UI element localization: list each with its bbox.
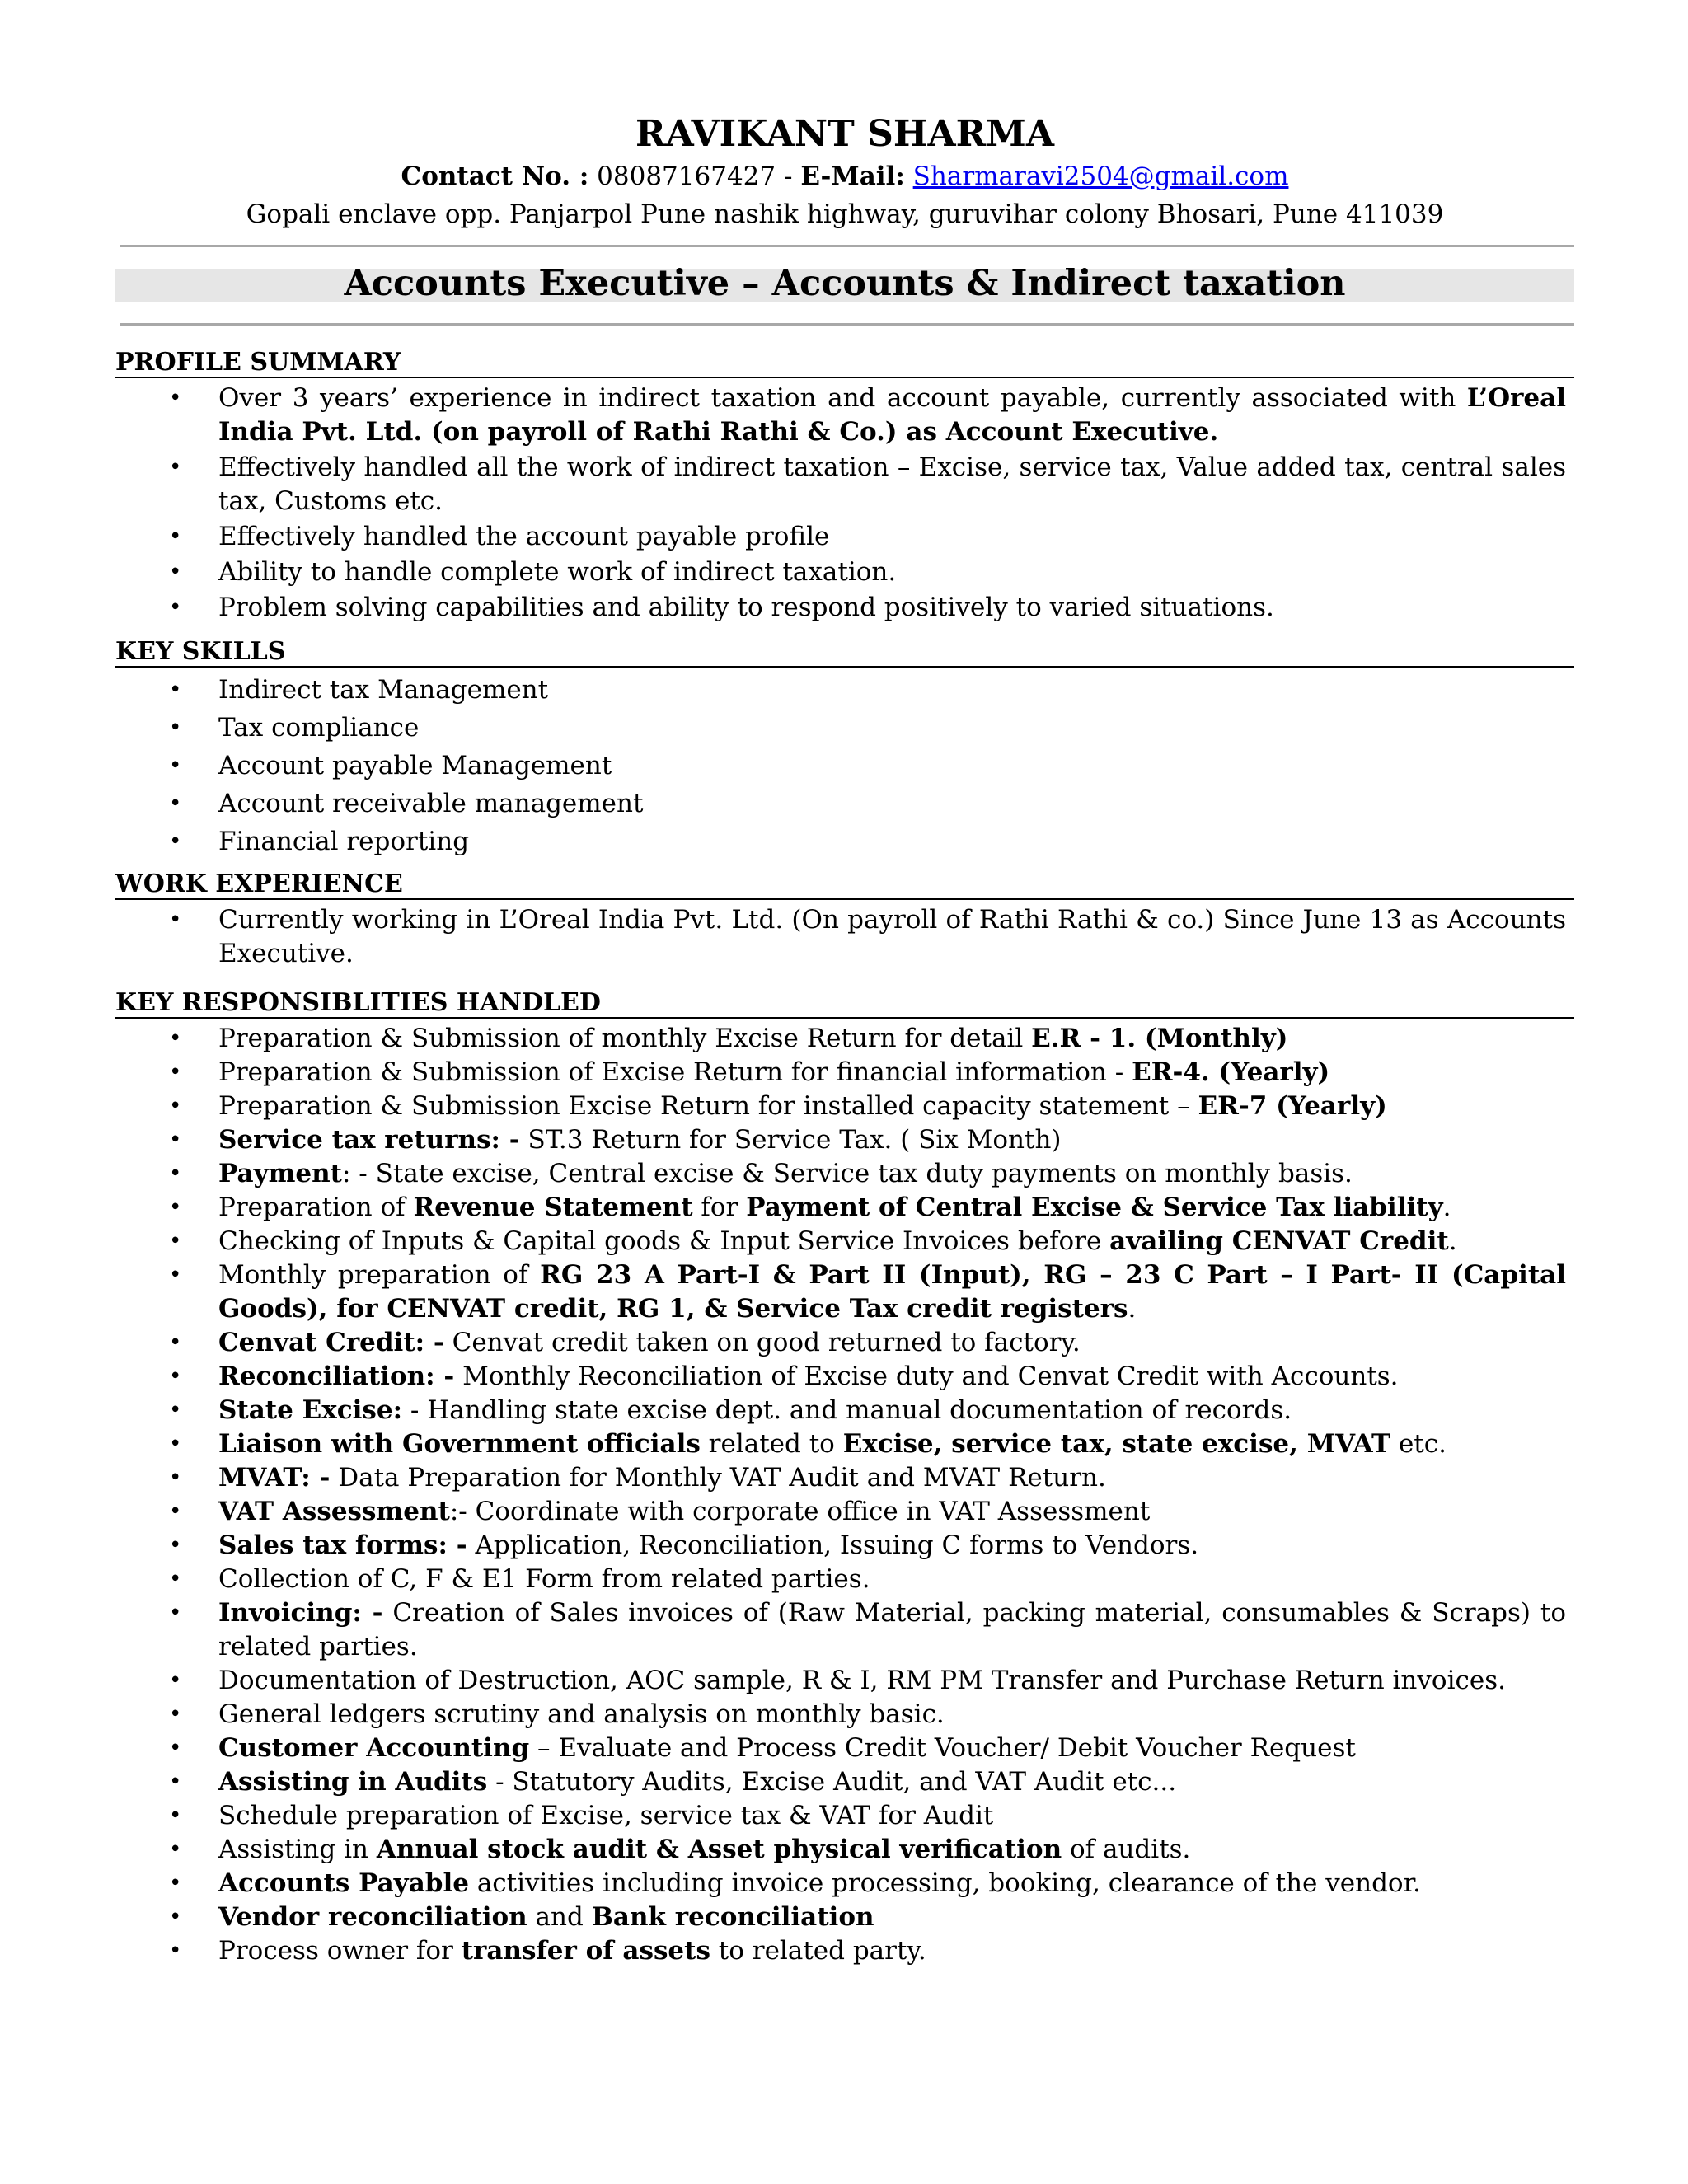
item-text: Financial reporting: [218, 827, 470, 856]
item-text-bold: Accounts Payable: [218, 1868, 469, 1898]
item-text: Assisting in: [218, 1835, 377, 1864]
list-item: [115, 747, 1574, 785]
bullet-icon: •: [169, 1094, 182, 1118]
list-item: [115, 1596, 1574, 1664]
item-text: of audits.: [1062, 1835, 1191, 1864]
bullet-icon: •: [169, 1499, 182, 1524]
item-text-bold: Bank reconciliation: [591, 1902, 874, 1932]
item-text-bold: State Excise:: [218, 1395, 403, 1425]
bullet-icon: •: [169, 560, 182, 584]
bullet-icon: •: [169, 1364, 182, 1389]
item-text: etc.: [1390, 1429, 1447, 1459]
item-text-bold: E.R - 1. (Monthly): [1031, 1024, 1288, 1053]
email-link[interactable]: Sharmaravi2504@gmail.com: [912, 162, 1289, 191]
divider-top: [120, 245, 1574, 247]
bullet-icon: •: [169, 1263, 182, 1287]
bullet-icon: •: [169, 1060, 182, 1085]
list-item: [115, 451, 1574, 518]
list-item: [115, 1326, 1574, 1360]
item-text: Creation of Sales invoices of (Raw Material, packing material, consumables & Scraps) to related parties.: [218, 1598, 1566, 1661]
bullet-icon: •: [169, 524, 182, 549]
bullet-icon: •: [169, 1026, 182, 1051]
bullet-icon: •: [169, 1127, 182, 1152]
list-item: [115, 1900, 1574, 1934]
item-text: Application, Reconciliation, Issuing C forms to Vendors.: [467, 1530, 1199, 1560]
list-item: [115, 1495, 1574, 1529]
bullet-icon: •: [169, 1229, 182, 1254]
item-text-bold: availing CENVAT Credit: [1109, 1226, 1449, 1256]
bullet-icon: •: [169, 1938, 182, 1963]
item-text: activities including invoice processing, booking, clearance of the vendor.: [468, 1868, 1421, 1898]
item-text-bold: Cenvat Credit: -: [218, 1328, 444, 1357]
bullet-icon: •: [169, 1736, 182, 1760]
item-text: .: [1442, 1193, 1451, 1222]
profile-summary-list: [115, 382, 1574, 625]
item-text: Preparation & Submission of Excise Return for financial information -: [218, 1057, 1132, 1087]
item-text: Monthly Reconciliation of Excise duty and Cenvat Credit with Accounts.: [454, 1361, 1399, 1391]
list-item: [115, 903, 1574, 971]
key-skills-heading: KEY SKILLS: [115, 638, 1574, 668]
item-text-bold: Reconciliation: -: [218, 1361, 455, 1391]
list-item: [115, 1461, 1574, 1495]
bullet-icon: •: [169, 1905, 182, 1929]
candidate-name: RAVIKANT SHARMA: [635, 113, 1054, 155]
list-item: [115, 1056, 1574, 1090]
list-item: [115, 823, 1574, 860]
bullet-icon: •: [169, 1837, 182, 1862]
list-item: [115, 1022, 1574, 1056]
list-item: [115, 1394, 1574, 1427]
profile-summary-heading: PROFILE SUMMARY: [115, 349, 1574, 378]
item-text: Account payable Management: [218, 751, 612, 780]
item-text-bold: MVAT: -: [218, 1463, 331, 1493]
list-item: [115, 591, 1574, 625]
item-text-bold: Vendor reconciliation: [218, 1902, 528, 1932]
item-text-bold: ER-4. (Yearly): [1132, 1057, 1330, 1087]
item-text: Effectively handled the account payable profile: [218, 522, 830, 551]
item-text-bold: Service tax returns: -: [218, 1125, 520, 1155]
item-text: Preparation & Submission Excise Return for installed capacity statement –: [218, 1091, 1198, 1121]
item-text: to related party.: [710, 1936, 926, 1966]
list-item: [115, 1123, 1574, 1157]
list-item: [115, 1698, 1574, 1732]
list-item: [115, 1157, 1574, 1191]
item-text-bold: Annual stock audit & Asset physical verification: [376, 1835, 1062, 1864]
item-text: Documentation of Destruction, AOC sample, R & I, RM PM Transfer and Purchase Return invoices.: [218, 1666, 1506, 1695]
list-item: [115, 1225, 1574, 1258]
item-text: – Evaluate and Process Credit Voucher/ Debit Voucher Request: [529, 1733, 1356, 1763]
item-text: Tax compliance: [218, 713, 420, 743]
bullet-icon: •: [169, 829, 182, 854]
bullet-icon: •: [169, 1601, 182, 1625]
contact-separator: -: [776, 162, 801, 191]
item-text-bold: Payment of Central Excise & Service Tax liability: [746, 1193, 1443, 1222]
item-text-bold: Customer Accounting: [218, 1733, 530, 1763]
list-item: [115, 1765, 1574, 1799]
list-item: [115, 1664, 1574, 1698]
contact-line: [115, 157, 1574, 195]
bullet-icon: •: [169, 753, 182, 778]
work-experience-heading: WORK EXPERIENCE: [115, 870, 1574, 900]
list-item: [115, 1529, 1574, 1563]
bullet-icon: •: [169, 1668, 182, 1693]
bullet-icon: •: [169, 677, 182, 702]
item-text-bold: RG 23 A Part-I & Part II (Input), RG – 23 C Part – I Part- II (Capital Goods), for CENVAT credit, RG 1, & Service Tax credit registers: [218, 1260, 1567, 1324]
list-item: [115, 1799, 1574, 1833]
item-text: and: [527, 1902, 592, 1932]
item-text-bold: Liaison with Government officials: [218, 1429, 701, 1459]
bullet-icon: •: [169, 595, 182, 620]
bullet-icon: •: [169, 386, 182, 410]
work-experience-list: [115, 903, 1574, 971]
list-item: [115, 555, 1574, 589]
item-text: Currently working in L’Oreal India Pvt. Ltd. (On payroll of Rathi Rathi & co.) Since June 13 as Accounts Executive.: [218, 905, 1566, 968]
item-text: Problem solving capabilities and ability to respond positively to varied situations.: [218, 593, 1274, 622]
item-text: Indirect tax Management: [218, 675, 549, 705]
item-text: Account receivable management: [218, 789, 644, 818]
item-text: Preparation & Submission of monthly Excise Return for detail: [218, 1024, 1032, 1053]
list-item: [115, 709, 1574, 747]
bullet-icon: •: [169, 907, 182, 932]
item-text: Effectively handled all the work of indirect taxation – Excise, service tax, Value added tax, central sales tax, Customs etc.: [218, 452, 1566, 516]
item-text: Over 3 years’ experience in indirect taxation and account payable, currently associated with: [218, 383, 1467, 413]
item-text: ST.3 Return for Service Tax. ( Six Month): [519, 1125, 1062, 1155]
item-text: .: [1128, 1294, 1137, 1324]
item-text: Preparation of: [218, 1193, 414, 1222]
list-item: [115, 1191, 1574, 1225]
bullet-icon: •: [169, 791, 182, 816]
list-item: [115, 1360, 1574, 1394]
list-item: [115, 1867, 1574, 1900]
item-text-bold: ER-7 (Yearly): [1198, 1091, 1387, 1121]
bullet-icon: •: [169, 1330, 182, 1355]
job-title-banner: [115, 263, 1574, 304]
responsibilities-heading: KEY RESPONSIBLITIES HANDLED: [115, 989, 1574, 1019]
list-item: [115, 382, 1574, 449]
bullet-icon: •: [169, 1465, 182, 1490]
item-text: - Statutory Audits, Excise Audit, and VAT Audit etc...: [487, 1767, 1177, 1797]
item-text: General ledgers scrutiny and analysis on monthly basic.: [218, 1699, 945, 1729]
bullet-icon: •: [169, 1161, 182, 1186]
key-skills-list: [115, 671, 1574, 860]
item-text: .: [1448, 1226, 1457, 1256]
item-text: Monthly preparation of: [218, 1260, 541, 1290]
bullet-icon: •: [169, 1398, 182, 1422]
divider-bottom: [120, 323, 1574, 326]
list-item: [115, 520, 1574, 554]
item-text: related to: [700, 1429, 843, 1459]
bullet-icon: •: [169, 715, 182, 740]
bullet-icon: •: [169, 455, 182, 480]
item-text-bold: L’Oreal India Pvt. Ltd. (on payroll of Rathi Rathi & Co.) as Account Executive.: [218, 383, 1566, 447]
item-text-bold: Sales tax forms: -: [218, 1530, 467, 1560]
list-item: [115, 1732, 1574, 1765]
responsibilities-list: [115, 1022, 1574, 1968]
list-item: [115, 1427, 1574, 1461]
bullet-icon: •: [169, 1871, 182, 1896]
item-text-bold: Payment: [218, 1159, 342, 1188]
contact-label: Contact No. :: [401, 162, 589, 191]
item-text: : - State excise, Central excise & Service tax duty payments on monthly basis.: [341, 1159, 1353, 1188]
item-text: Collection of C, F & E1 Form from related parties.: [218, 1564, 870, 1594]
list-item: [115, 1934, 1574, 1968]
item-text-bold: Assisting in Audits: [218, 1767, 488, 1797]
item-text: Data Preparation for Monthly VAT Audit and MVAT Return.: [330, 1463, 1106, 1493]
contact-number: 08087167427: [597, 162, 776, 191]
item-text: :- Coordinate with corporate office in VAT Assessment: [449, 1497, 1151, 1526]
list-item: [115, 671, 1574, 709]
list-item: [115, 1563, 1574, 1596]
bullet-icon: •: [169, 1567, 182, 1591]
item-text-bold: Excise, service tax, state excise, MVAT: [842, 1429, 1391, 1459]
email-label: E-Mail:: [800, 162, 905, 191]
bullet-icon: •: [169, 1803, 182, 1828]
list-item: [115, 785, 1574, 823]
bullet-icon: •: [169, 1533, 182, 1558]
job-title: Accounts Executive – Accounts & Indirect taxation: [344, 263, 1346, 304]
bullet-icon: •: [169, 1702, 182, 1727]
bullet-icon: •: [169, 1769, 182, 1794]
list-item: [115, 1833, 1574, 1867]
item-text-bold: transfer of assets: [461, 1936, 710, 1966]
item-text: Ability to handle complete work of indirect taxation.: [218, 557, 897, 587]
address: Gopali enclave opp. Panjarpol Pune nashik highway, guruvihar colony Bhosari, Pune 411039: [246, 199, 1444, 229]
item-text-bold: VAT Assessment: [218, 1497, 450, 1526]
item-text: Cenvat credit taken on good returned to factory.: [443, 1328, 1081, 1357]
item-text: - Handling state excise dept. and manual documentation of records.: [402, 1395, 1292, 1425]
bullet-icon: •: [169, 1195, 182, 1220]
item-text: Checking of Inputs & Capital goods & Input Service Invoices before: [218, 1226, 1110, 1256]
bullet-icon: •: [169, 1432, 182, 1456]
item-text: Process owner for: [218, 1936, 462, 1966]
item-text: for: [692, 1193, 747, 1222]
list-item: [115, 1090, 1574, 1123]
item-text-bold: Revenue Statement: [413, 1193, 693, 1222]
item-text-bold: Invoicing: -: [218, 1598, 383, 1628]
list-item: [115, 1258, 1574, 1326]
resume-page: [115, 111, 1574, 1968]
item-text: Schedule preparation of Excise, service tax & VAT for Audit: [218, 1801, 994, 1830]
